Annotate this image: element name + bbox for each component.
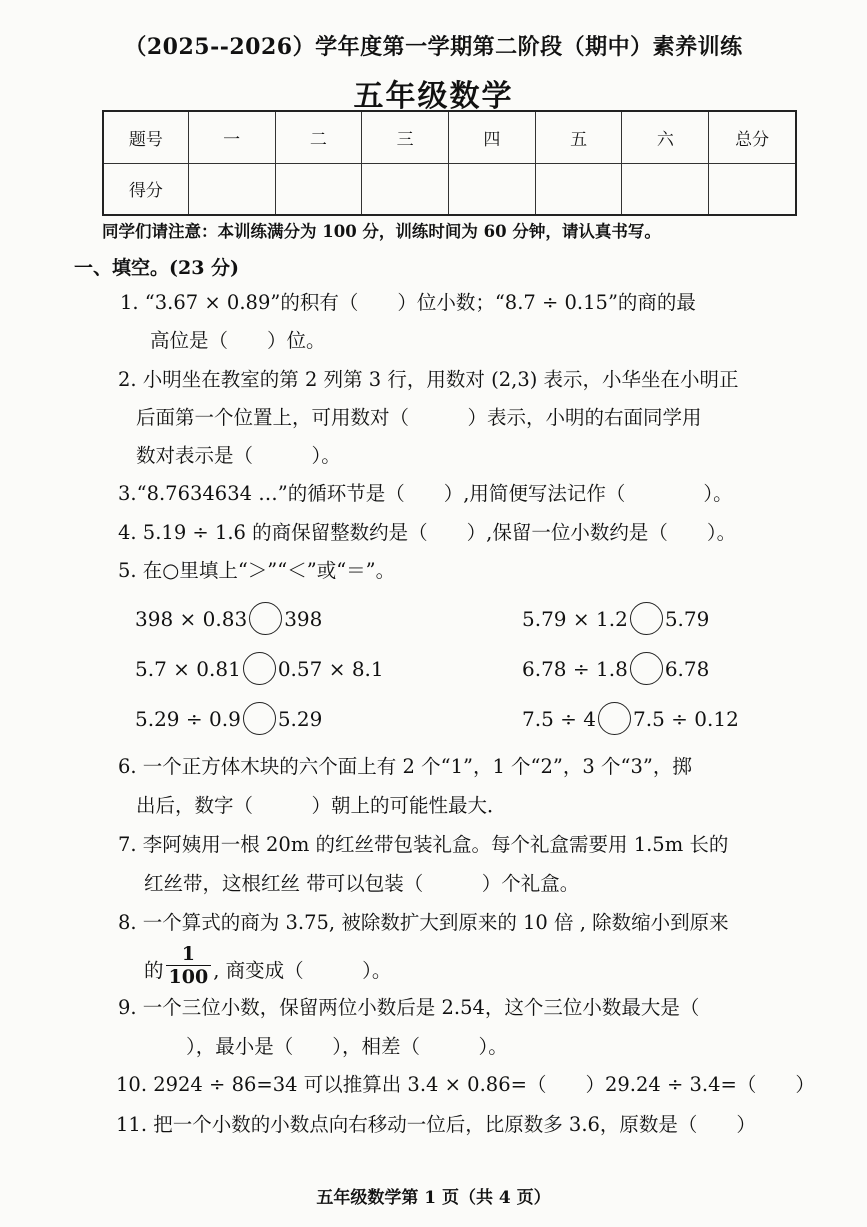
question-1-line-2: 高位是（ ）位。 <box>150 329 326 352</box>
score-cell[interactable] <box>362 163 449 215</box>
notice-text: 同学们请注意：本训练满分为 100 分，训练时间为 60 分钟，请认真书写。 <box>102 222 661 241</box>
compare-circle[interactable] <box>243 702 276 735</box>
compare-right: 5.29 <box>277 707 323 731</box>
question-4: 4. 5.19 ÷ 1.6 的商保留整数约是（ ）,保留一位小数约是（ ）。 <box>118 521 737 544</box>
compare-left: 5.7 × 0.81 <box>135 657 241 681</box>
score-cell[interactable] <box>275 163 362 215</box>
compare-item <box>522 604 709 637</box>
fraction-numerator: 1 <box>181 943 195 965</box>
fraction-denominator: 100 <box>166 965 212 988</box>
compare-left: 5.29 ÷ 0.9 <box>135 707 241 731</box>
table-cell: 二 <box>275 111 362 163</box>
score-cell[interactable] <box>709 163 796 215</box>
question-9-line-1: 9. 一个三位小数，保留两位小数后是 2.54，这个三位小数最大是（ <box>118 996 700 1019</box>
compare-circle[interactable] <box>243 652 276 685</box>
question-3: 3.“8.7634634 …”的循环节是（ ）,用简便写法记作（ ）。 <box>118 482 733 505</box>
question-8-line-1: 8. 一个算式的商为 3.75, 被除数扩大到原来的 10 倍 , 除数缩小到原来 <box>118 911 729 934</box>
question-7-line-1: 7. 李阿姨用一根 20m 的红丝带包装礼盒。每个礼盒需要用 1.5m 长的 <box>118 833 729 856</box>
table-cell: 一 <box>188 111 275 163</box>
compare-left: 6.78 ÷ 1.8 <box>522 657 628 681</box>
score-cell[interactable] <box>449 163 536 215</box>
score-cell[interactable] <box>622 163 709 215</box>
compare-circle[interactable] <box>630 602 663 635</box>
compare-left: 7.5 ÷ 4 <box>522 707 597 731</box>
compare-right: 398 <box>284 607 323 631</box>
compare-circle[interactable] <box>598 702 631 735</box>
score-table <box>102 110 797 216</box>
table-cell: 六 <box>622 111 709 163</box>
table-cell: 三 <box>362 111 449 163</box>
compare-left: 398 × 0.83 <box>135 607 248 631</box>
question-8-prefix: 的 <box>144 959 164 982</box>
table-cell: 五 <box>535 111 622 163</box>
question-2-line-3: 数对表示是（ ）。 <box>136 444 341 467</box>
compare-item <box>522 704 739 737</box>
question-9-line-2: ），最小是（ ），相差（ ）。 <box>186 1035 508 1058</box>
question-6-line-2: 出后，数字（ ）朝上的可能性最大． <box>136 794 507 817</box>
question-11: 11. 把一个小数的小数点向右移动一位后，比原数多 3.6，原数是（ ） <box>116 1113 756 1136</box>
compare-item <box>135 604 322 637</box>
question-8-line-2 <box>144 943 392 994</box>
score-cell[interactable] <box>188 163 275 215</box>
exam-title: （2025--2026）学年度第一学期第二阶段（期中）素养训练 <box>124 34 743 60</box>
question-2-line-1: 2. 小明坐在教室的第 2 列第 3 行，用数对 (2,3) 表示，小华坐在小明正 <box>118 368 739 391</box>
table-cell: 总分 <box>709 111 796 163</box>
table-cell: 题号 <box>103 111 188 163</box>
score-table-header-row <box>103 111 796 163</box>
compare-right: 0.57 × 8.1 <box>277 657 384 681</box>
compare-left: 5.79 × 1.2 <box>522 607 628 631</box>
compare-right: 6.78 <box>664 657 710 681</box>
compare-circle[interactable] <box>630 652 663 685</box>
question-8-suffix: , 商变成（ ）。 <box>213 959 392 982</box>
score-cell[interactable] <box>535 163 622 215</box>
score-table-score-row <box>103 163 796 215</box>
question-2-line-2: 后面第一个位置上，可用数对（ ）表示，小明的右面同学用 <box>136 406 702 429</box>
compare-item <box>135 654 384 687</box>
compare-right: 7.5 ÷ 0.12 <box>633 707 739 731</box>
compare-circle[interactable] <box>249 602 282 635</box>
fraction <box>166 943 212 988</box>
subject-title: 五年级数学 <box>353 79 514 114</box>
table-cell: 得分 <box>103 163 188 215</box>
compare-item <box>135 704 322 737</box>
question-1-line-1: 1. “3.67 × 0.89”的积有（ ）位小数；“8.7 ÷ 0.15”的商的最 <box>120 291 696 314</box>
compare-right: 5.79 <box>664 607 710 631</box>
section-title: 一、填空。(23 分) <box>74 257 240 279</box>
question-5: 5. 在○里填上“＞”“＜”或“＝”。 <box>118 559 396 582</box>
question-7-line-2: 红丝带，这根红丝 带可以包装（ ）个礼盒。 <box>144 872 580 895</box>
compare-item <box>522 654 709 687</box>
page-footer: 五年级数学第 1 页（共 4 页） <box>316 1188 551 1208</box>
question-6-line-1: 6. 一个正方体木块的六个面上有 2 个“1”，1 个“2”，3 个“3”，掷 <box>118 755 692 778</box>
question-10: 10. 2924 ÷ 86=34 可以推算出 3.4 × 0.86=（ ）29.24 ÷ 3.4=（ ） <box>116 1073 815 1096</box>
table-cell: 四 <box>449 111 536 163</box>
